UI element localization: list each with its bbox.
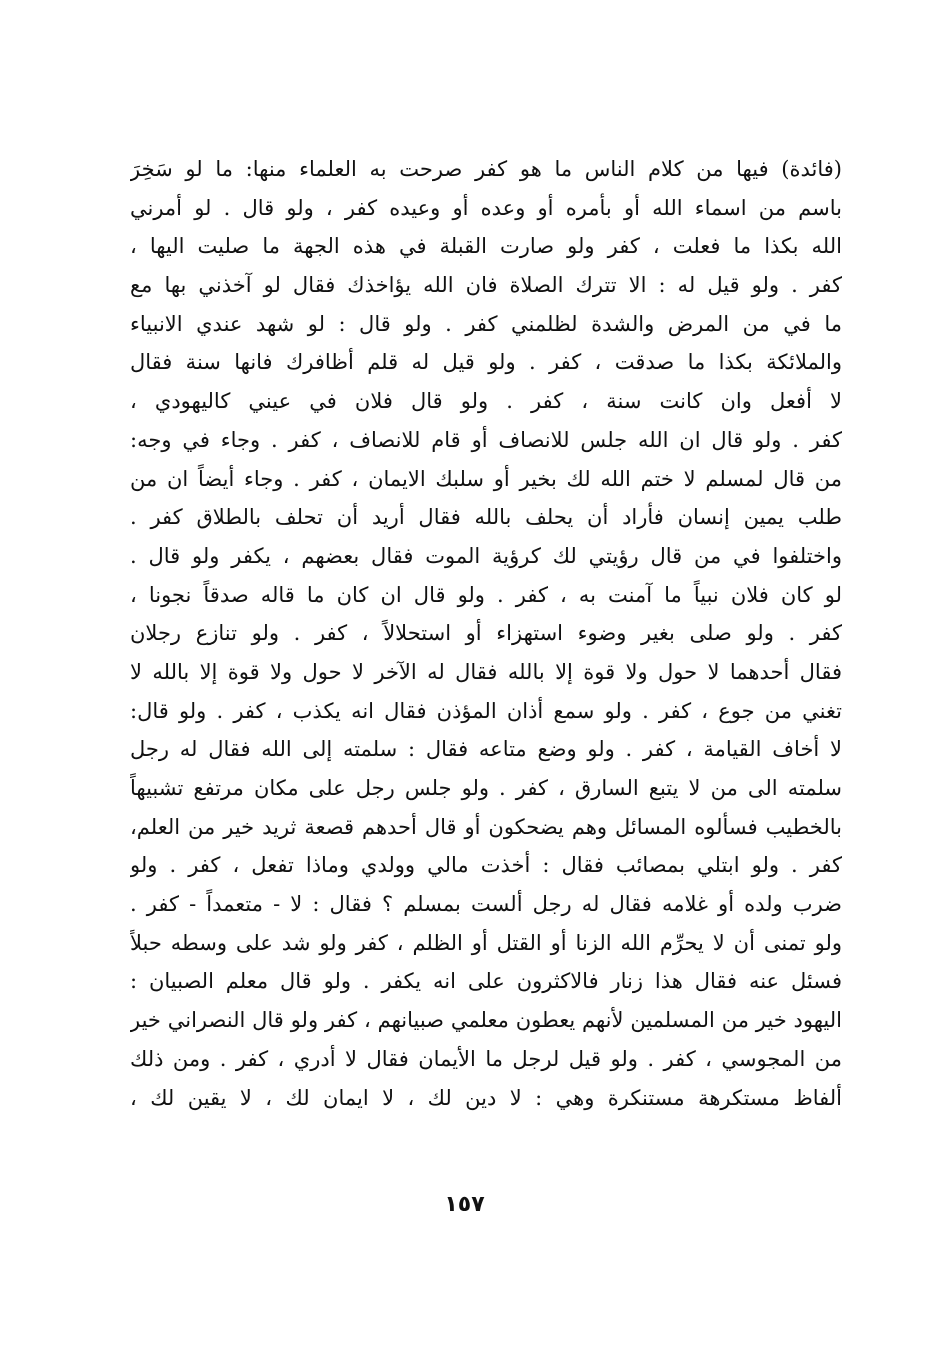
text-line-19: كفر . ولو ابتلي بمصائب فقال : أخذت مالي وولدي وماذا تفعل ، كفر . ولو (130, 853, 842, 878)
text-line-20: ضرب ولده أو غلامه فقال له رجل ألست بمسلم ؟ فقال : لا - متعمداً - كفر . (130, 892, 842, 917)
text-line-18: بالخطيب فسألوه المسائل وهم يضحكون أو قال أحدهم قصعة ثريد خير من العلم، (130, 814, 842, 839)
text-line-5: ما في من المرض والشدة لظلمني كفر . ولو قال : لو شهد عندي الانبياء (130, 311, 842, 336)
text-line-9: من قال لمسلم لا ختم الله لك بخير أو سلبك الايمان ، كفر . وجاء أيضاً ان من (130, 466, 842, 491)
text-line-21: ولو تمنى أن لا يحرِّم الله الزنا أو القتل أو الظلم ، كفر ولو شد على وسطه حبلاً (130, 930, 842, 955)
text-line-3: الله بكذا ما فعلت ، كفر ولو صارت القبلة في هذه الجهة ما صليت اليها ، (130, 234, 842, 259)
page-number: ١٥٧ (444, 1192, 485, 1217)
body-text (130, 150, 842, 1117)
text-line-4: كفر . ولو قيل له : الا تترك الصلاة فان الله يؤاخذك فقال لو آخذني بها مع (130, 273, 842, 298)
text-line-8: كفر . ولو قال ان الله جلس للانصاف أو قام للانصاف ، كفر . وجاء في وجه: (130, 427, 842, 452)
text-line-14: فقال أحدهما لا حول ولا قوة إلا بالله فقال له الآخر لا حول ولا قوة إلا بالله لا (130, 659, 842, 684)
text-line-17: سلمته الى من لا يتبع السارق ، كفر . ولو جلس رجل على مكان مرتفع تشبيهاً (130, 776, 842, 800)
text-line-13: كفر . ولو صلى بغير وضوء استهزاء أو استحلالاً ، كفر . ولو تنازع رجلان (130, 621, 842, 646)
text-line-25: ألفاظ مستكرهة مستنكرة وهي : لا دين لك ، لا ايمان لك ، لا يقين لك ، (130, 1085, 842, 1110)
text-line-2: باسم من اسماء الله أو بأمره أو وعده أو وعيده كفر ، ولو قال . لو أمرني (130, 195, 842, 220)
text-line-11: واختلفوا في من قال رؤيتي لك كرؤية الموت فقال بعضهم ، يكفر ولو قال . (130, 543, 842, 568)
text-line-6: والملائكة بكذا ما صدقت ، كفر . ولو قيل له قلم أظافرك فانها سنة فقال (130, 350, 842, 375)
text-line-12: لو كان فلان نبياً ما آمنت به ، كفر . ولو قال ان كان ما قاله صدقاً نجونا ، (130, 582, 842, 607)
text-line-16: لا أخاف القيامة ، كفر . ولو وضع متاعه فقال : سلمته إلى الله فقال له رجل (130, 737, 842, 762)
text-line-7: لا أفعل وان كانت سنة ، كفر . ولو قال فلان في عيني كاليهودي ، (130, 389, 842, 414)
text-line-22: فسئل عنه فقال هذا زنار فالاكثرون على انه يكفر . ولو قال معلم الصبيان : (130, 969, 842, 994)
text-line-15: تغني من جوع ، كفر . ولو سمع أذان المؤذن فقال انه يكذب ، كفر . ولو قال: (130, 698, 842, 723)
text-line-24: من المجوسي ، كفر . ولو قيل لرجل ما الأيمان فقال لا أدري ، كفر . ومن ذلك (130, 1046, 842, 1071)
text-line-23: اليهود خير من المسلمين لأنهم يعطون معلمي صبيانهم ، كفر ولو قال النصراني خير (130, 1008, 842, 1033)
text-line-1: (فائدة) فيها من كلام الناس ما هو كفر صرحت به العلماء منها: ما لو سَخِرَ (130, 157, 842, 181)
text-line-10: طلب يمين إنسان فأراد أن يحلف بالله فقال أريد أن تحلف بالطلاق كفر . (130, 505, 842, 530)
